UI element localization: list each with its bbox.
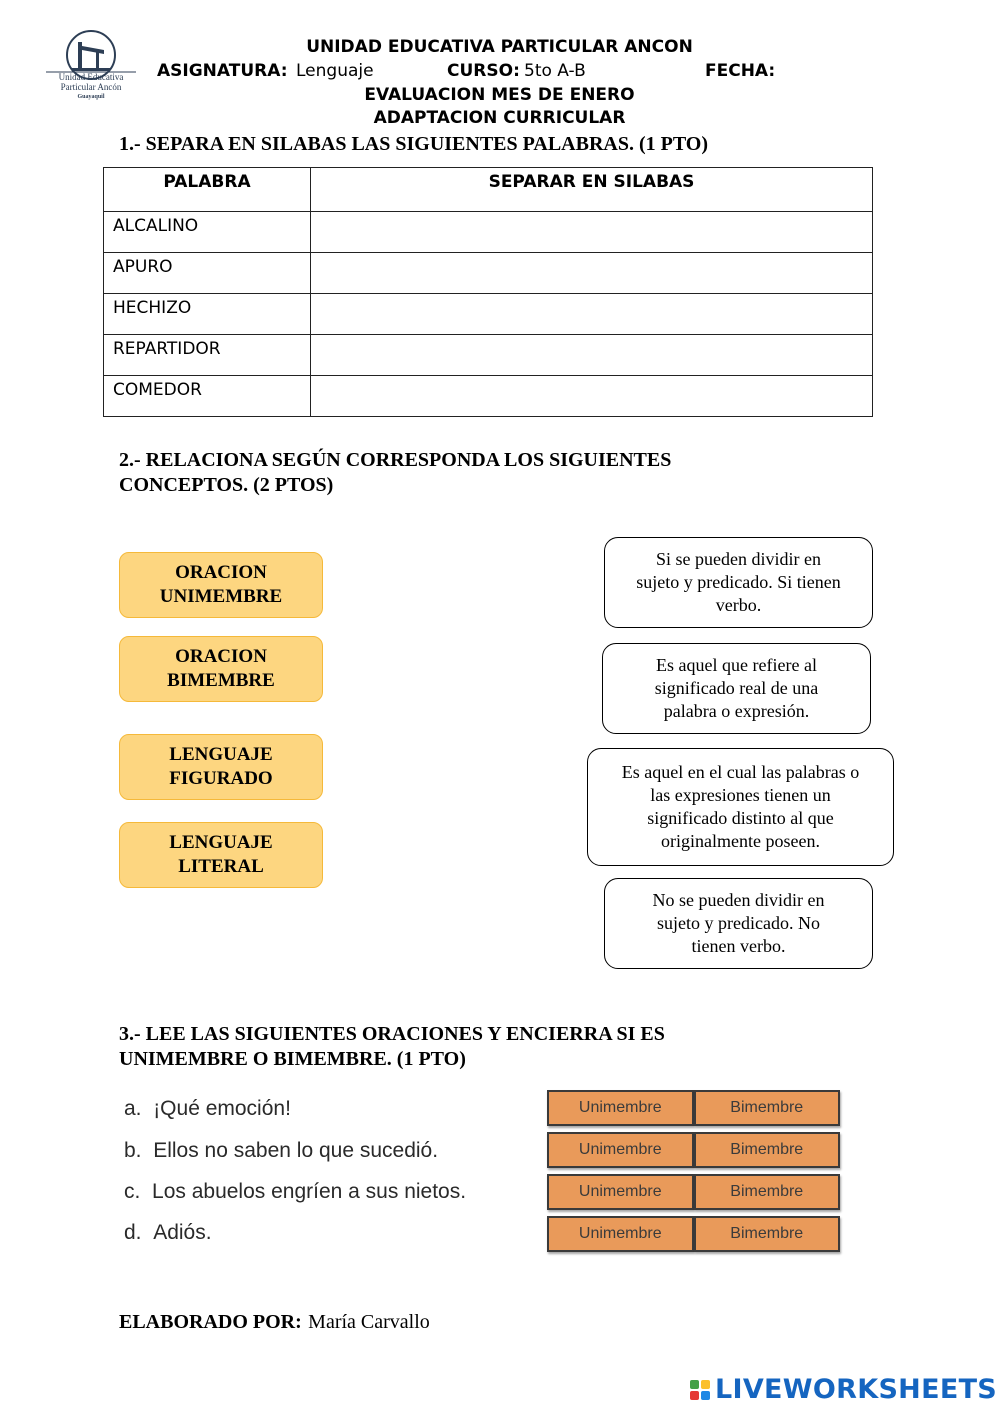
liveworksheets-brand (690, 1374, 997, 1405)
option-bimembre[interactable]: Bimembre (694, 1132, 841, 1168)
table-header-row (104, 168, 873, 212)
syllable-answer-cell[interactable] (311, 253, 873, 294)
author-label: ELABORADO POR: (119, 1311, 302, 1333)
word-cell: APURO (104, 253, 311, 294)
option-unimembre[interactable]: Unimembre (547, 1174, 694, 1210)
concept-lenguaje-figurado[interactable] (119, 734, 323, 800)
syllable-answer-cell[interactable] (311, 376, 873, 417)
definition-box-4[interactable] (604, 878, 873, 969)
def-line: palabra o expresión. (663, 701, 810, 721)
def-line: verbo. (715, 595, 762, 615)
q2-title-line2: CONCEPTOS. (2 PTOS) (119, 474, 334, 496)
brand-name: LIVEWORKSHEETS (715, 1374, 998, 1405)
option-bimembre[interactable]: Bimembre (694, 1174, 841, 1210)
concept-line2: BIMEMBRE (167, 670, 275, 691)
q3-title-line2: UNIMEMBRE O BIMEMBRE. (1 PTO) (119, 1048, 466, 1070)
def-line: Si se pueden dividir en (656, 549, 821, 569)
table-row (104, 253, 873, 294)
course-value: 5to A-B (524, 61, 586, 81)
logo-line3: Guayaquil (77, 94, 105, 100)
concept-line2: LITERAL (178, 856, 264, 877)
sentence-a (124, 1097, 291, 1121)
def-line: tienen verbo. (691, 936, 786, 956)
def-line: significado real de una (654, 678, 819, 698)
syllable-answer-cell[interactable] (311, 335, 873, 376)
author-line (119, 1309, 430, 1334)
subject-label: ASIGNATURA: (157, 61, 288, 81)
def-line: originalmente poseen. (661, 831, 820, 851)
exam-title: EVALUACION MES DE ENERO (364, 85, 635, 105)
q2-title-line1: 2.- RELACIONA SEGÚN CORRESPONDA LOS SIGUIENTES (119, 449, 672, 471)
sentence-text: Adiós. (153, 1221, 212, 1244)
table-row (104, 212, 873, 253)
sentence-text: Ellos no saben lo que sucedió. (153, 1139, 439, 1162)
concept-line2: FIGURADO (169, 768, 273, 789)
option-unimembre[interactable]: Unimembre (547, 1090, 694, 1126)
concept-line1: LENGUAJE (169, 832, 273, 853)
options-row-b (547, 1132, 840, 1168)
concept-lenguaje-literal[interactable] (119, 822, 323, 888)
options-row-d (547, 1216, 840, 1252)
concept-oracion-unimembre[interactable] (119, 552, 323, 618)
subject-value: Lenguaje (296, 61, 374, 81)
options-row-a (547, 1090, 840, 1126)
definition-box-2[interactable] (602, 643, 871, 734)
concept-oracion-bimembre[interactable] (119, 636, 323, 702)
adaptation-title: ADAPTACION CURRICULAR (373, 108, 626, 128)
logo-line1: Unidad Educativa (58, 72, 124, 82)
school-name: UNIDAD EDUCATIVA PARTICULAR ANCON (306, 37, 693, 57)
syllable-answer-cell[interactable] (311, 212, 873, 253)
word-cell: ALCALINO (104, 212, 311, 253)
q2-title (119, 448, 671, 498)
col-header-word: PALABRA (104, 168, 311, 212)
syllable-table (103, 167, 873, 417)
sentence-letter: c. (124, 1180, 141, 1203)
logo-line2: Particular Ancón (60, 82, 122, 92)
concept-line1: ORACION (175, 562, 267, 583)
concept-line1: LENGUAJE (169, 744, 273, 765)
word-cell: COMEDOR (104, 376, 311, 417)
table-row (104, 335, 873, 376)
q3-title-line1: 3.- LEE LAS SIGUIENTES ORACIONES Y ENCIERRA SI ES (119, 1023, 665, 1045)
course-label: CURSO: (447, 61, 520, 81)
word-cell: HECHIZO (104, 294, 311, 335)
q1-title: 1.- SEPARA EN SILABAS LAS SIGUIENTES PALABRAS. (1 PTO) (119, 133, 709, 155)
concept-line1: ORACION (175, 646, 267, 667)
col-header-syllables: SEPARAR EN SILABAS (311, 168, 873, 212)
def-line: No se pueden dividir en (652, 890, 825, 910)
date-label: FECHA: (705, 61, 776, 81)
definition-box-3[interactable] (587, 748, 894, 866)
table-row (104, 294, 873, 335)
q3-title (119, 1022, 665, 1072)
concept-line2: UNIMEMBRE (159, 586, 283, 607)
def-line: Es aquel que refiere al (656, 655, 817, 675)
options-row-c (547, 1174, 840, 1210)
sentence-letter: d. (124, 1221, 142, 1244)
liveworksheets-logo-icon (690, 1380, 710, 1400)
sentence-text: ¡Qué emoción! (153, 1097, 291, 1120)
option-bimembre[interactable]: Bimembre (694, 1090, 841, 1126)
sentence-d (124, 1221, 212, 1245)
sentence-letter: a. (124, 1097, 142, 1120)
sentence-text: Los abuelos engríen a sus nietos. (152, 1180, 467, 1203)
def-line: sujeto y predicado. Si tienen (636, 572, 841, 592)
author-name: María Carvallo (308, 1311, 430, 1333)
option-unimembre[interactable]: Unimembre (547, 1216, 694, 1252)
sentence-letter: b. (124, 1139, 142, 1162)
table-row (104, 376, 873, 417)
def-line: sujeto y predicado. No (657, 913, 820, 933)
sentence-b (124, 1139, 438, 1163)
option-bimembre[interactable]: Bimembre (694, 1216, 841, 1252)
def-line: significado distinto al que (647, 808, 834, 828)
syllable-answer-cell[interactable] (311, 294, 873, 335)
definition-box-1[interactable] (604, 537, 873, 628)
option-unimembre[interactable]: Unimembre (547, 1132, 694, 1168)
def-line: las expresiones tienen un (650, 785, 831, 805)
def-line: Es aquel en el cual las palabras o (621, 762, 860, 782)
sentence-c (124, 1180, 466, 1204)
word-cell: REPARTIDOR (104, 335, 311, 376)
